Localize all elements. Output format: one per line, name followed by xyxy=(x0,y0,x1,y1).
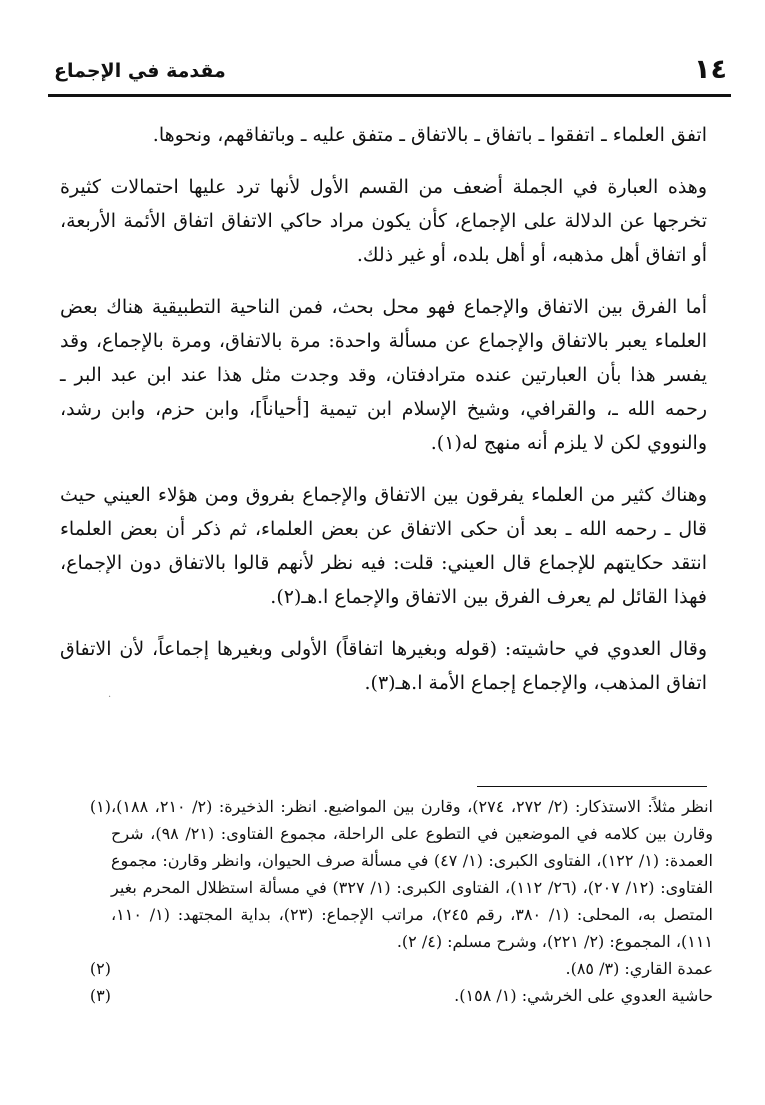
footnote-1 xyxy=(65,793,713,955)
footnote-number: (٣) xyxy=(89,986,111,1005)
footnote-text: حاشية العدوي على الخرشي: (١/ ١٥٨). xyxy=(454,986,713,1005)
paragraph-4: وهناك كثير من العلماء يفرقون بين الاتفاق والإجماع بفروق ومن هؤلاء العيني حيث قال ـ رحمه الله ـ بعد أن حكى الاتفاق عن بعض العلماء، ثم ذكر أن بعض العلماء انتقد حكايتهم للإجماع قال العيني: قلت: فيه نظر لأنهم قالوا بالاتفاق دون الإجماع، فهذا القائل لم يعرف الفرق بين الاتفاق والإجماع ا.هـ(٢). xyxy=(60,484,707,608)
margin-mark: · xyxy=(108,692,112,703)
footnote-text: انظر مثلاً: الاستذكار: (٢/ ٢٧٢، ٢٧٤)، وقارن بين المواضيع. انظر: الذخيرة: (٢/ ٢١٠، ١٨٨)، وقارن بين كلامه في الموضعين في التطوع على الراحلة، مجموع الفتاوى: (٢١/ ٩٨)، شرح العمدة: (١/ ١٢٢)، الفتاوى الكبرى: (١/ ٤٧) في مسألة صرف الحيوان، وانظر وقارن: مجموع الفتاوى: (١٢/ ٢٠٧)، (٢٦/ ١١٢)، الفتاوى الكبرى: (١/ ٣٢٧) في مسألة استظلال المحرم بغير المتصل به، المحلى: (١/ ٣٨٠، رقم ٢٤٥)، مراتب الإجماع: (٢٣)، بداية المجتهد: (١/ ١١٠، ١١١)، المجموع: (٢/ ٢٢١)، وشرح مسلم: (٤/ ٢). xyxy=(111,797,714,951)
footnote-3 xyxy=(65,982,713,1009)
footnote-separator xyxy=(477,786,707,787)
paragraph-2: وهذه العبارة في الجملة أضعف من القسم الأول لأنها ترد عليها احتمالات كثيرة تخرجها عن الدلالة على الإجماع، كأن يكون مراد حاكي الاتفاق اتفاق الأئمة الأربعة، أو اتفاق أهل مذهبه، أو أهل بلده، أو غير ذلك. xyxy=(60,176,707,266)
running-title: مقدمة في الإجماع xyxy=(54,60,226,82)
footnote-text: عمدة القاري: (٣/ ٨٥). xyxy=(565,959,713,978)
footnote-number: (١) xyxy=(89,797,111,816)
footnote-number: (٢) xyxy=(89,959,111,978)
page-number: ١٤ xyxy=(694,54,727,85)
paragraph-3: أما الفرق بين الاتفاق والإجماع فهو محل بحث، فمن الناحية التطبيقية هناك بعض العلماء يعبر بالاتفاق والإجماع عن مسألة واحدة: مرة بالاتفاق، ومرة بالإجماع، وقد يفسر هذا بأن العبارتين عنده مترادفتان، وقد وجدت مثل هذا عند ابن عبد البر ـ رحمه الله ـ، والقرافي، وشيخ الإسلام ابن تيمية [أحياناً]، وابن حزم، وابن رشد، والنووي لكن لا يلزم أنه منهج له(١). xyxy=(60,296,707,454)
footnote-2 xyxy=(65,955,713,982)
main-text xyxy=(60,118,707,718)
running-header xyxy=(48,54,731,97)
paragraph-5: وقال العدوي في حاشيته: (قوله وبغيرها اتفاقاً) الأولى وبغيرها إجماعاً، لأن الاتفاق اتفاق المذهب، والإجماع إجماع الأمة ا.هـ(٣). xyxy=(60,638,707,694)
footnotes xyxy=(65,793,713,1009)
paragraph-1: اتفق العلماء ـ اتفقوا ـ باتفاق ـ بالاتفاق ـ متفق عليه ـ وباتفاقهم، ونحوها. xyxy=(152,124,707,146)
